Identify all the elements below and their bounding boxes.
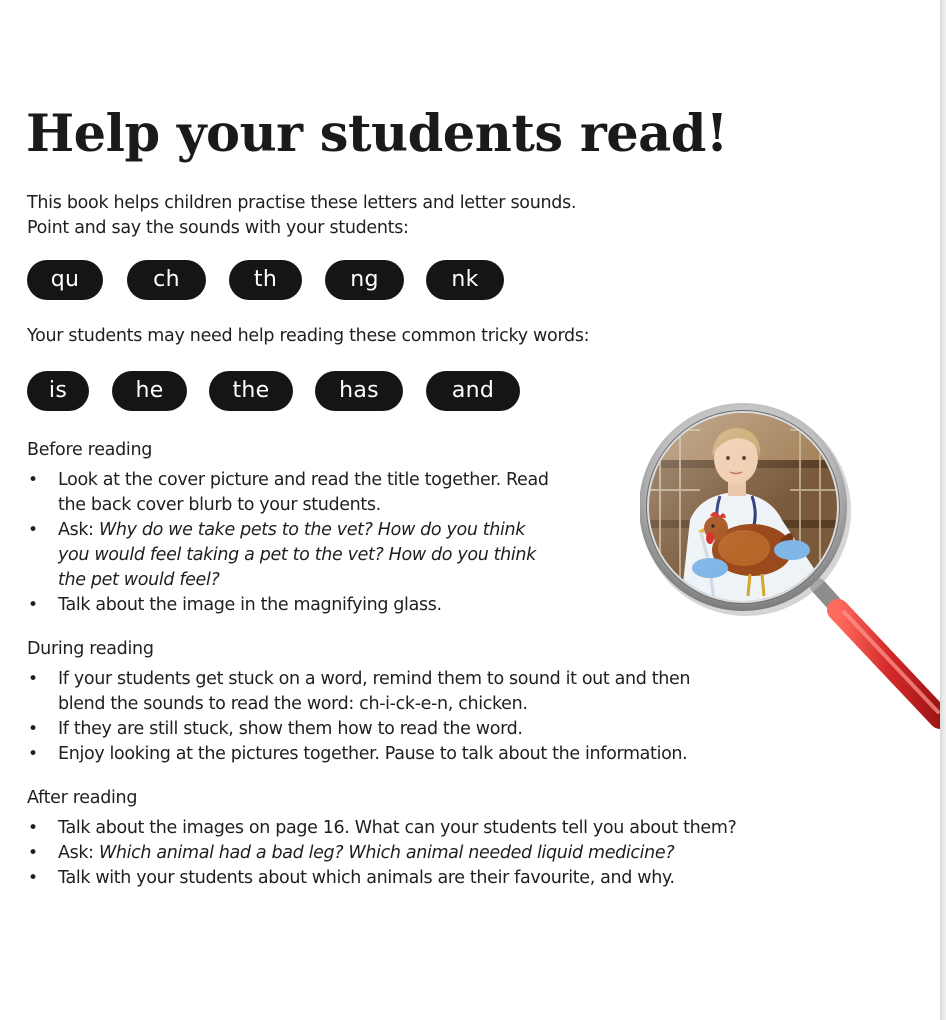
sound-pill: ch	[127, 260, 206, 300]
magnifying-glass-photo-icon	[640, 400, 946, 740]
question-text: Why do we take pets to the vet? How do you think	[98, 520, 526, 540]
list-item	[27, 468, 549, 518]
list-item	[27, 866, 736, 891]
after-reading-heading: After reading	[27, 788, 138, 808]
list-item-line: the back cover blurb to your students.	[58, 495, 381, 515]
list-item-line: • Talk about the image in the magnifying glass.	[58, 595, 442, 615]
list-item-line: • Talk with your students about which animals are their favourite, and why.	[58, 868, 675, 888]
list-item	[27, 816, 736, 841]
before-reading-list	[27, 468, 549, 618]
during-reading-heading: During reading	[27, 639, 154, 659]
list-item-line	[58, 518, 549, 543]
intro-line: This book helps children practise these letters and letter sounds.	[27, 193, 577, 213]
intro-line: Point and say the sounds with your students:	[27, 218, 409, 238]
tricky-word-pill: is	[27, 371, 89, 411]
list-item	[27, 717, 690, 742]
ask-prefix: Ask:	[58, 843, 99, 863]
list-item-line: blend the sounds to read the word: ch-i-ck-e-n, chicken.	[58, 694, 528, 714]
during-reading-list	[27, 667, 690, 767]
list-item-line	[58, 841, 736, 866]
tricky-words-intro: Your students may need help reading these common tricky words:	[27, 326, 590, 346]
list-item	[27, 593, 549, 618]
list-item	[27, 742, 690, 767]
page-title: Help your students read!	[26, 104, 728, 164]
list-item-line: • If they are still stuck, show them how to read the word.	[58, 719, 523, 739]
list-item-line: • Talk about the images on page 16. What can your students tell you about them?	[58, 818, 737, 838]
sound-pill: th	[229, 260, 302, 300]
page-bottom-margin	[0, 945, 946, 1020]
question-text: Which animal had a bad leg? Which animal needed liquid medicine?	[98, 843, 675, 863]
question-text: you would feel taking a pet to the vet? How do you think	[58, 545, 536, 565]
ask-prefix: Ask:	[58, 520, 99, 540]
tricky-word-pill: the	[209, 371, 293, 411]
after-reading-list	[27, 816, 736, 891]
magnifier-handle	[818, 586, 940, 718]
list-item	[27, 841, 736, 866]
list-item	[27, 518, 549, 593]
list-item-line: • Enjoy looking at the pictures together. Pause to talk about the information.	[58, 744, 688, 764]
sound-pill: qu	[27, 260, 103, 300]
question-text: the pet would feel?	[58, 570, 220, 590]
tricky-word-pill: and	[426, 371, 520, 411]
sound-pill: ng	[325, 260, 404, 300]
sound-pill: nk	[426, 260, 504, 300]
tricky-word-pill: has	[315, 371, 403, 411]
list-item-line: • If your students get stuck on a word, remind them to sound it out and then	[58, 669, 691, 689]
before-reading-heading: Before reading	[27, 440, 153, 460]
page-edge	[940, 0, 946, 1020]
list-item	[27, 667, 690, 717]
intro-text	[27, 191, 576, 241]
tricky-word-pill: he	[112, 371, 187, 411]
list-item-line: • Look at the cover picture and read the title together. Read	[58, 470, 549, 490]
